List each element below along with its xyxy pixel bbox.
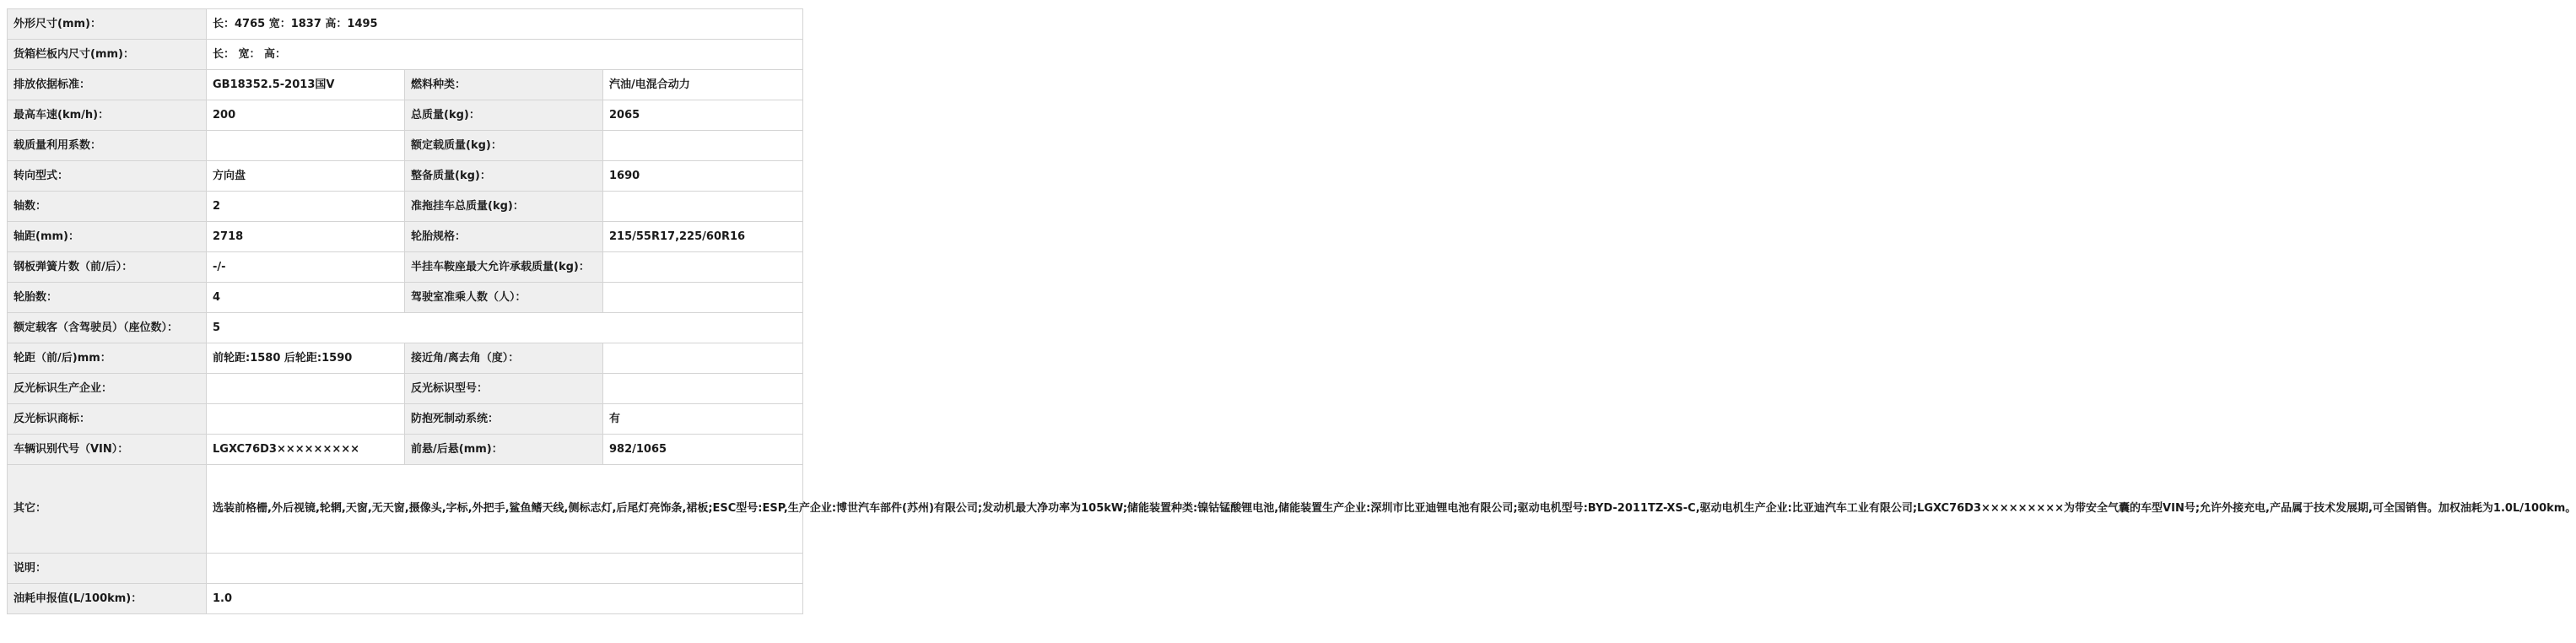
value-leaf-springs: -/- xyxy=(207,252,405,283)
value-emission-standard: GB18352.5-2013国Ⅴ xyxy=(207,70,405,100)
label-rated-load: 额定载质量(kg)： xyxy=(405,131,603,161)
label-axles: 轴数： xyxy=(8,192,207,222)
value-cab-capacity xyxy=(603,283,803,313)
label-approach-departure: 接近角/离去角（度）： xyxy=(405,343,603,374)
value-reflector-maker xyxy=(207,374,405,404)
value-rated-passengers: 5 xyxy=(207,313,803,343)
row-dimensions xyxy=(8,9,803,40)
spec-sheet xyxy=(7,8,2576,614)
value-tire-count: 4 xyxy=(207,283,405,313)
label-tire-count: 轮胎数： xyxy=(8,283,207,313)
value-saddle-load xyxy=(603,252,803,283)
value-axles: 2 xyxy=(207,192,405,222)
label-tire-spec: 轮胎规格： xyxy=(405,222,603,252)
row-rated-passengers xyxy=(8,313,803,343)
label-notes: 说明： xyxy=(8,554,207,584)
spec-table xyxy=(7,8,2576,614)
row-cargo-box-dimensions xyxy=(8,40,803,70)
value-tire-spec: 215/55R17,225/60R16 xyxy=(603,222,803,252)
label-cargo-box-dimensions: 货箱栏板内尺寸(mm)： xyxy=(8,40,207,70)
value-reflector-brand xyxy=(207,404,405,435)
label-abs: 防抱死制动系统： xyxy=(405,404,603,435)
value-reflector-model xyxy=(603,374,803,404)
label-overhang: 前悬/后悬(mm)： xyxy=(405,435,603,465)
row-steering xyxy=(8,161,803,192)
label-dimensions: 外形尺寸(mm)： xyxy=(8,9,207,40)
row-track-width xyxy=(8,343,803,374)
label-vin: 车辆识别代号（VIN）： xyxy=(8,435,207,465)
value-approach-departure xyxy=(603,343,803,374)
row-tire-count xyxy=(8,283,803,313)
value-steering: 方向盘 xyxy=(207,161,405,192)
value-fuel-consumption: 1.0 xyxy=(207,584,803,614)
value-cargo-box-dimensions: 长： 宽： 高： xyxy=(207,40,803,70)
label-other: 其它： xyxy=(8,465,207,554)
value-vin: LGXC76D3××××××××× xyxy=(207,435,405,465)
label-leaf-springs: 钢板弹簧片数（前/后）： xyxy=(8,252,207,283)
row-notes xyxy=(8,554,803,584)
value-overhang: 982/1065 xyxy=(603,435,803,465)
value-wheelbase: 2718 xyxy=(207,222,405,252)
row-fuel-consumption xyxy=(8,584,803,614)
row-emission-standard xyxy=(8,70,803,100)
row-axles xyxy=(8,192,803,222)
label-reflector-brand: 反光标识商标： xyxy=(8,404,207,435)
value-abs: 有 xyxy=(603,404,803,435)
value-curb-mass: 1690 xyxy=(603,161,803,192)
label-steering: 转向型式： xyxy=(8,161,207,192)
row-wheelbase xyxy=(8,222,803,252)
label-total-mass: 总质量(kg)： xyxy=(405,100,603,131)
row-reflector-brand xyxy=(8,404,803,435)
row-leaf-springs xyxy=(8,252,803,283)
label-reflector-model: 反光标识型号： xyxy=(405,374,603,404)
value-notes xyxy=(207,554,803,584)
label-cab-capacity: 驾驶室准乘人数（人）： xyxy=(405,283,603,313)
label-reflector-maker: 反光标识生产企业： xyxy=(8,374,207,404)
row-load-utilization xyxy=(8,131,803,161)
value-fuel-type: 汽油/电混合动力 xyxy=(603,70,803,100)
label-fuel-type: 燃料种类： xyxy=(405,70,603,100)
label-rated-passengers: 额定载客（含驾驶员）（座位数）： xyxy=(8,313,207,343)
label-wheelbase: 轴距(mm)： xyxy=(8,222,207,252)
row-reflector-maker xyxy=(8,374,803,404)
value-rated-load xyxy=(603,131,803,161)
value-track-width: 前轮距:1580 后轮距:1590 xyxy=(207,343,405,374)
value-max-speed: 200 xyxy=(207,100,405,131)
label-load-utilization: 载质量利用系数： xyxy=(8,131,207,161)
row-other xyxy=(8,465,803,554)
row-vin xyxy=(8,435,803,465)
label-trailer-mass: 准拖挂车总质量(kg)： xyxy=(405,192,603,222)
label-emission-standard: 排放依据标准： xyxy=(8,70,207,100)
value-dimensions: 长：4765 宽：1837 高：1495 xyxy=(207,9,803,40)
label-saddle-load: 半挂车鞍座最大允许承载质量(kg)： xyxy=(405,252,603,283)
value-load-utilization xyxy=(207,131,405,161)
value-other: 选装前格栅,外后视镜,轮辋,天窗,无天窗,摄像头,字标,外把手,鲨鱼鳍天线,侧标志灯,后尾灯亮饰条,裙板;ESC型号:ESP,生产企业:博世汽车部件(苏州)有限公司;发动机最大净功率为105kW;储能装置种类:镍钴锰酸锂电池,储能装置生产企业:深圳市比亚迪锂电池有限公司;驱动电机型号:BYD-2011TZ-XS-C,驱动电机生产企业:比亚迪汽车工业有限公司;LGXC76D3×××××××××为带安全气囊的车型VIN号;允许外接充电,产品属于技术发展期,可全国销售。加权油耗为1.0L/100km。 xyxy=(207,465,803,554)
label-curb-mass: 整备质量(kg)： xyxy=(405,161,603,192)
label-fuel-consumption: 油耗申报值(L/100km)： xyxy=(8,584,207,614)
label-max-speed: 最高车速(km/h)： xyxy=(8,100,207,131)
value-total-mass: 2065 xyxy=(603,100,803,131)
value-trailer-mass xyxy=(603,192,803,222)
row-max-speed xyxy=(8,100,803,131)
label-track-width: 轮距（前/后)mm： xyxy=(8,343,207,374)
